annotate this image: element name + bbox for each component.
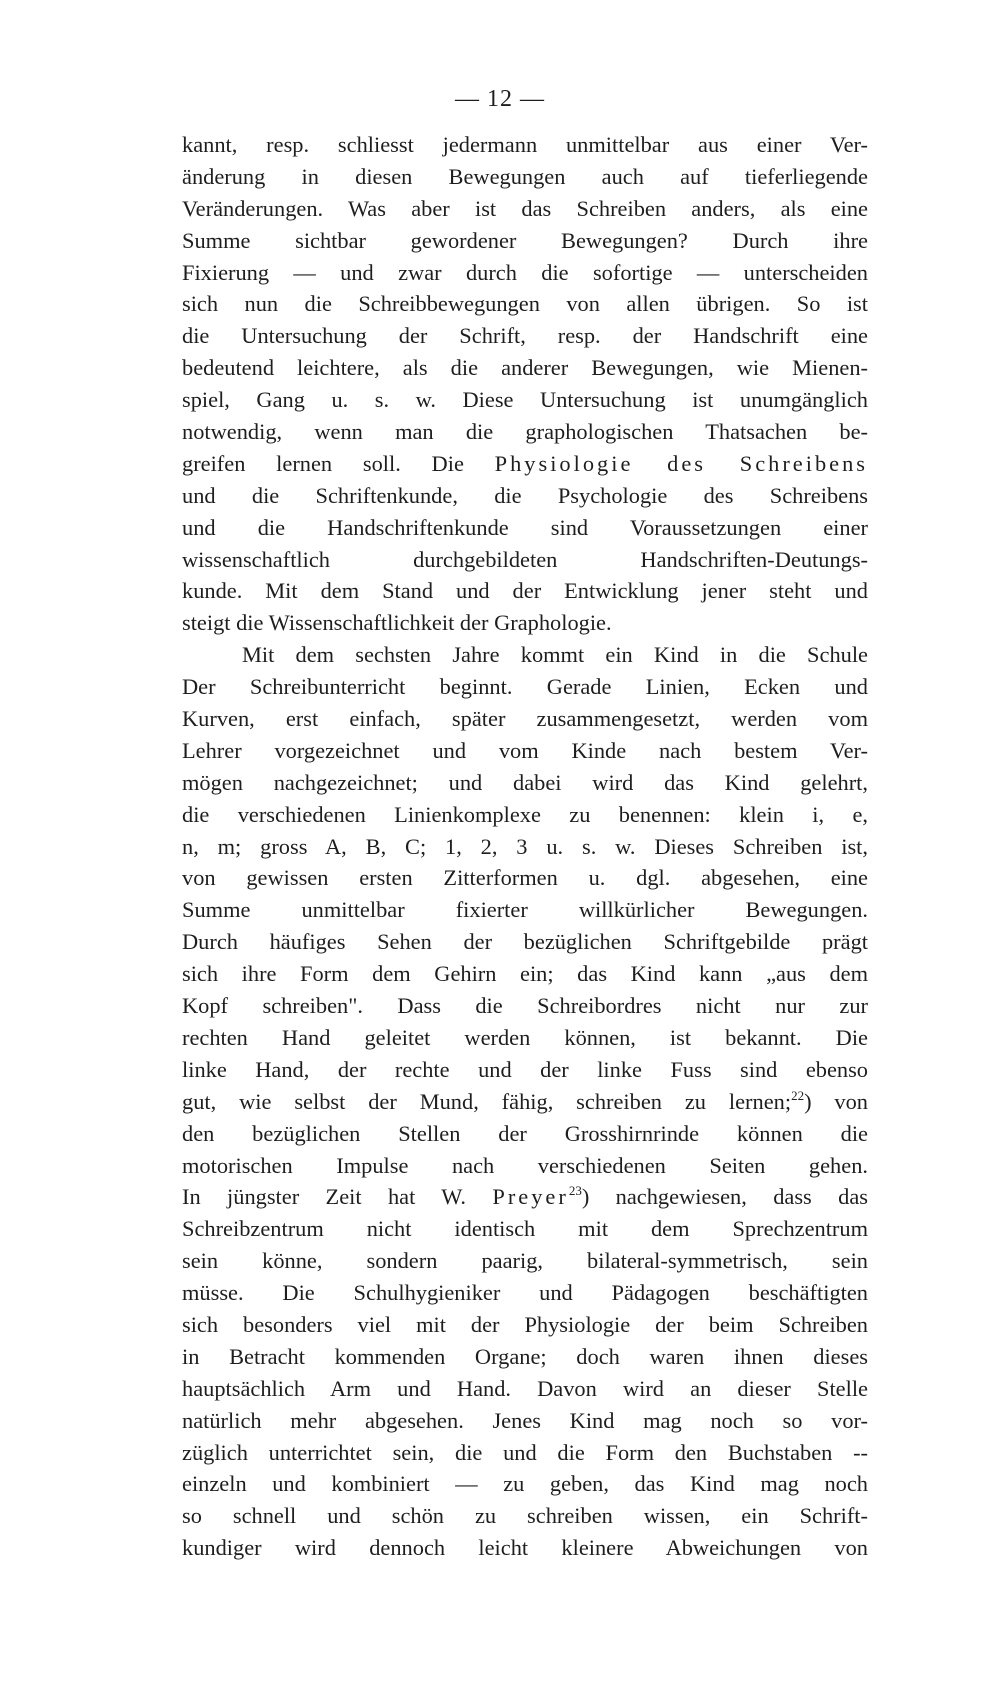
- text-line: sich nun die Schreibbewegungen von allen übrigen. So ist: [182, 291, 868, 317]
- text-line: kannt, resp. schliesst jedermann unmittelbar aus einer Ver-: [182, 132, 868, 157]
- text-line: einzeln und kombiniert — zu geben, das Kind mag noch: [182, 1471, 868, 1497]
- text-line: hauptsächlich Arm und Hand. Davon wird an dieser Stelle: [182, 1375, 868, 1401]
- text-line: so schnell und schön zu schreiben wissen, ein Schrift-: [182, 1503, 868, 1529]
- text-line: den bezüglichen Stellen der Grosshirnrinde können die: [182, 1120, 868, 1146]
- text-segment: ) nachgewiesen, dass das: [581, 1184, 868, 1210]
- text-line: müsse. Die Schulhygieniker und Pädagogen beschäftigten: [182, 1280, 868, 1306]
- spaced-word: Physiologie des: [494, 450, 706, 476]
- text-line: änderung in diesen Bewegungen auch auf tieferliegende: [182, 163, 868, 189]
- text-line: Schreibzentrum nicht identisch mit dem Sprechzentrum: [182, 1216, 868, 1242]
- page-number: — 12 —: [455, 86, 545, 112]
- text-line: steigt die Wissenschaftlichkeit der Graphologie.: [182, 610, 612, 636]
- text-line: mögen nachgezeichnet; und dabei wird das Kind gelehrt,: [182, 769, 868, 795]
- text-line: Mit dem sechsten Jahre kommt ein Kind in die Schule: [242, 642, 868, 668]
- spaced-word: Schreibens: [706, 450, 868, 476]
- text-line: kunde. Mit dem Stand und der Entwicklung jener steht und: [182, 578, 868, 604]
- text-line: die Untersuchung der Schrift, resp. der Handschrift eine: [182, 323, 868, 349]
- text-line: die verschiedenen Linienkomplexe zu benennen: klein i, e,: [182, 801, 868, 827]
- text-line: sein könne, sondern paarig, bilateral-symmetrisch, sein: [182, 1248, 868, 1274]
- text-line: Fixierung — und zwar durch die sofortige — unterscheiden: [182, 259, 868, 285]
- text-line: n, m; gross A, B, C; 1, 2, 3 u. s. w. Dieses Schreiben ist,: [182, 833, 868, 859]
- text-segment: ) von: [804, 1088, 868, 1114]
- text-line: spiel, Gang u. s. w. Diese Untersuchung ist unumgänglich: [182, 387, 868, 413]
- text-line: Durch häufiges Sehen der bezüglichen Schriftgebilde prägt: [182, 929, 868, 955]
- text-line: [182, 1086, 868, 1118]
- text-line: Kurven, erst einfach, später zusammengesetzt, werden vom: [182, 706, 868, 732]
- text-line: und die Schriftenkunde, die Psychologie des Schreibens: [182, 482, 868, 508]
- text-line: von gewissen ersten Zitterformen u. dgl. abgesehen, eine: [182, 865, 868, 891]
- text-line: Lehrer vorgezeichnet und vom Kinde nach bestem Ver-: [182, 737, 868, 763]
- footnote-marker: 23: [568, 1183, 582, 1199]
- body-text: [182, 129, 868, 1564]
- text-line: kundiger wird dennoch leicht kleinere Abweichungen von: [182, 1535, 868, 1561]
- text-line: notwendig, wenn man die graphologischen Thatsachen be-: [182, 419, 868, 445]
- text-segment: In jüngster Zeit hat W.: [182, 1184, 466, 1210]
- text-line: züglich unterrichtet sein, die und die Form den Buchstaben --: [182, 1439, 868, 1465]
- text-line: sich ihre Form dem Gehirn ein; das Kind kann „aus dem: [182, 961, 868, 987]
- text-line: Summe sichtbar gewordener Bewegungen? Durch ihre: [182, 227, 868, 253]
- text-line: sich besonders viel mit der Physiologie der beim Schreiben: [182, 1311, 868, 1337]
- text-segment: gut, wie selbst der Mund, fähig, schreiben zu lernen;: [182, 1088, 792, 1114]
- text-line: rechten Hand geleitet werden können, ist bekannt. Die: [182, 1024, 868, 1050]
- text-line: Summe unmittelbar fixierter willkürlicher Bewegungen.: [182, 897, 868, 923]
- spaced-name: Preyer: [492, 1184, 569, 1210]
- text-line: bedeutend leichtere, als die anderer Bewegungen, wie Mienen-: [182, 355, 868, 381]
- text-line: in Betracht kommenden Organe; doch waren ihnen dieses: [182, 1343, 868, 1369]
- text-line: [182, 448, 868, 480]
- text-line: wissenschaftlich durchgebildeten Handschriften-Deutungs-: [182, 546, 868, 572]
- text-line: linke Hand, der rechte und der linke Fuss sind ebenso: [182, 1056, 868, 1082]
- text-line: und die Handschriftenkunde sind Voraussetzungen einer: [182, 514, 868, 540]
- text-line: [182, 1181, 868, 1213]
- text-line: Kopf schreiben". Dass die Schreibordres nicht nur zur: [182, 993, 868, 1019]
- text-line: Veränderungen. Was aber ist das Schreiben anders, als eine: [182, 195, 868, 221]
- text-line: natürlich mehr abgesehen. Jenes Kind mag noch so vor-: [182, 1407, 868, 1433]
- footnote-marker: 22: [791, 1087, 805, 1103]
- text-line: motorischen Impulse nach verschiedenen Seiten gehen.: [182, 1152, 868, 1178]
- text-segment: greifen lernen soll. Die: [182, 450, 495, 476]
- text-line: Der Schreibunterricht beginnt. Gerade Linien, Ecken und: [182, 674, 868, 700]
